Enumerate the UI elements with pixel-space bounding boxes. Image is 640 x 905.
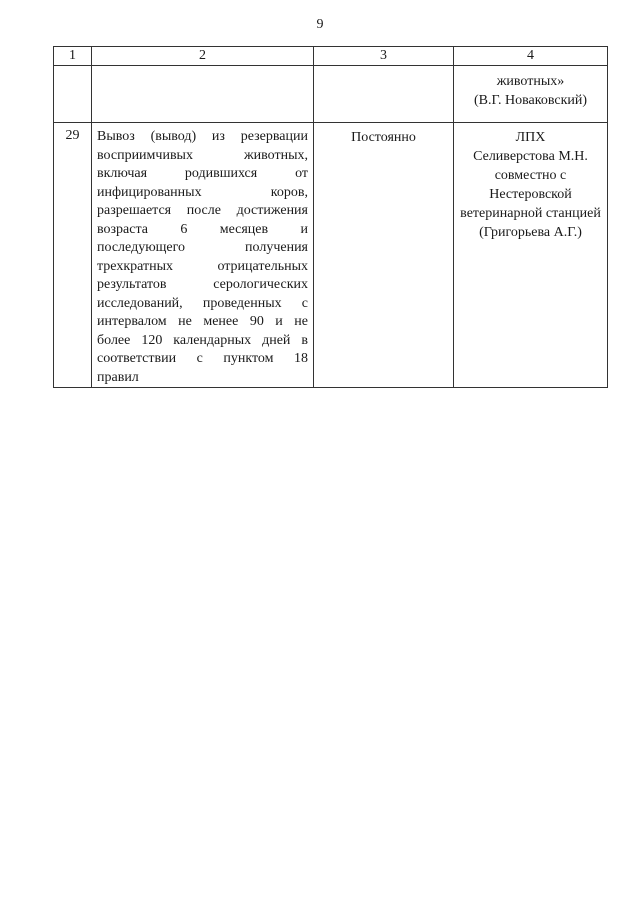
responsible-text-line: Селиверстова М.Н. bbox=[473, 149, 588, 164]
description-line: трехкратных отрицательных bbox=[97, 258, 308, 274]
description-line: последующего получения bbox=[97, 240, 308, 255]
responsible-text-line: ЛПХ bbox=[515, 130, 546, 145]
description-line: Вывоз (вывод) из резервации bbox=[97, 129, 308, 144]
row-description bbox=[92, 123, 314, 388]
column-header-3: 3 bbox=[314, 47, 454, 66]
column-header-1: 1 bbox=[54, 47, 92, 66]
column-header-2: 2 bbox=[92, 47, 314, 66]
table-row-29 bbox=[54, 123, 608, 388]
document-table bbox=[53, 46, 608, 388]
description-line: восприимчивых животных, bbox=[97, 147, 308, 163]
description-line: включая родившихся от bbox=[97, 166, 308, 181]
table-row-continuation bbox=[54, 66, 608, 123]
column-header-4: 4 bbox=[454, 47, 608, 66]
responsible-text-line: ветеринарной станцией bbox=[460, 206, 601, 221]
continuation-responsible-cell bbox=[454, 66, 608, 123]
row-number: 29 bbox=[54, 123, 92, 388]
continuation-cell-1 bbox=[54, 66, 92, 123]
responsible-text-line: животных» bbox=[496, 74, 565, 89]
row-term: Постоянно bbox=[314, 123, 454, 388]
description-line: исследований, проведенных с bbox=[97, 295, 308, 311]
responsible-text-line: совместно с bbox=[494, 168, 567, 183]
continuation-cell-2 bbox=[92, 66, 314, 123]
responsible-text-line: (В.Г. Новаковский) bbox=[473, 93, 588, 108]
responsible-text-line: (Григорьева А.Г.) bbox=[479, 225, 582, 240]
description-line: возраста 6 месяцев и bbox=[97, 221, 308, 237]
description-line: инфицированных коров, bbox=[97, 184, 308, 200]
description-line: интервалом не менее 90 и не bbox=[97, 314, 308, 329]
table-header-row bbox=[54, 47, 608, 66]
continuation-cell-3 bbox=[314, 66, 454, 123]
row-responsible bbox=[454, 123, 608, 388]
page-number: 9 bbox=[316, 17, 324, 32]
responsible-text-line: Нестеровской bbox=[489, 187, 572, 202]
description-line: результатов серологических bbox=[97, 277, 308, 292]
description-line: правил bbox=[97, 369, 139, 385]
description-line: разрешается после достижения bbox=[97, 203, 308, 218]
description-line: соответствии с пунктом 18 bbox=[97, 351, 308, 366]
description-line: более 120 календарных дней в bbox=[97, 332, 308, 348]
